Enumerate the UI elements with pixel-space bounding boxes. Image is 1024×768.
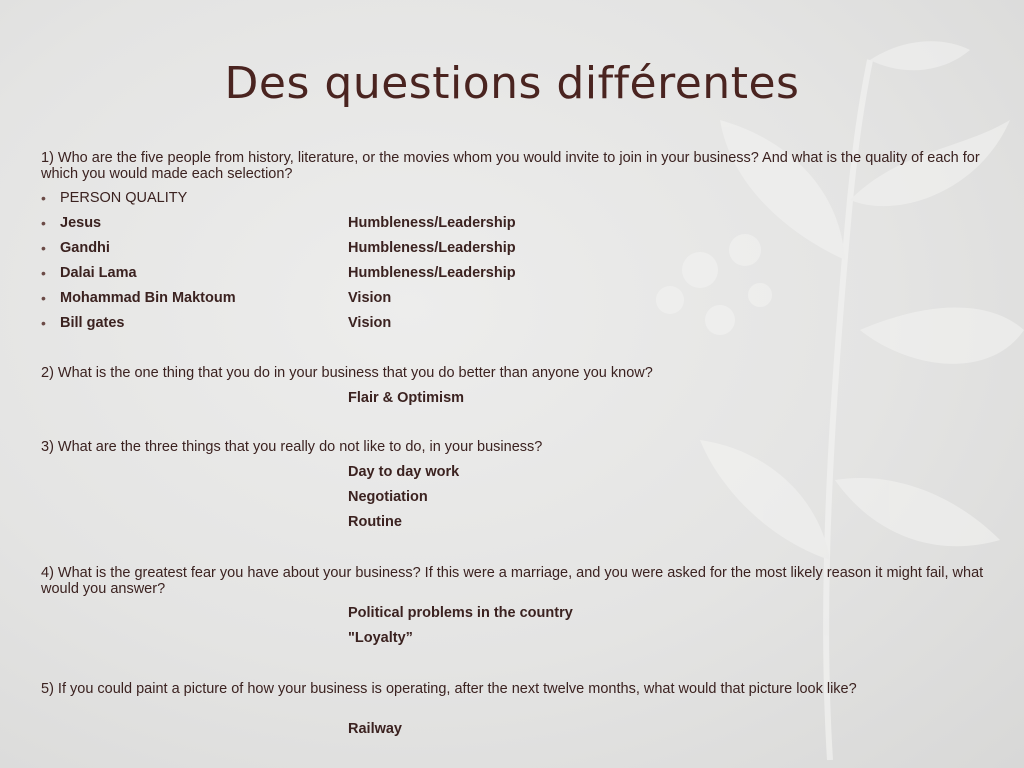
answer: Day to day work [348,464,460,480]
answer: "Loyalty” [348,630,413,646]
bullet-icon: • [41,290,46,306]
answer: Political problems in the country [348,605,573,621]
person-name: Bill gates [60,315,125,331]
person-name: Gandhi [60,240,110,256]
person-quality: Humbleness/Leadership [348,215,516,231]
slide-title: Des questions différentes [224,58,800,109]
bullet-icon: • [41,265,46,281]
bullet-icon: • [41,215,46,231]
question-5: 5) If you could paint a picture of how your business is operating, after the next twelve months, what would that picture look like? [41,681,857,697]
bullet-icon: • [41,240,46,256]
person-quality-header: PERSON QUALITY [60,190,188,206]
answer: Negotiation [348,489,428,505]
answer: Flair & Optimism [348,390,465,406]
person-name: Dalai Lama [60,265,137,281]
answer: Routine [348,514,402,530]
person-name: Mohammad Bin Maktoum [60,290,236,306]
person-quality: Vision [348,290,392,306]
question-3: 3) What are the three things that you really do not like to do, in your business? [41,439,543,455]
person-quality: Humbleness/Leadership [348,265,516,281]
bullet-icon: • [41,190,46,206]
bullet-icon: • [41,315,46,331]
question-2: 2) What is the one thing that you do in your business that you do better than anyone you know? [41,365,653,381]
person-name: Jesus [60,215,102,231]
person-quality: Humbleness/Leadership [348,240,516,256]
person-quality: Vision [348,315,392,331]
question-1: 1) Who are the five people from history, literature, or the movies whom you would invite to join in your business? And what is the quality of each for which you would made each selection? [41,150,980,182]
answer: Railway [348,721,402,737]
question-4: 4) What is the greatest fear you have about your business? If this were a marriage, and you were asked for the most likely reason it might fail, what would you answer? [41,565,984,597]
